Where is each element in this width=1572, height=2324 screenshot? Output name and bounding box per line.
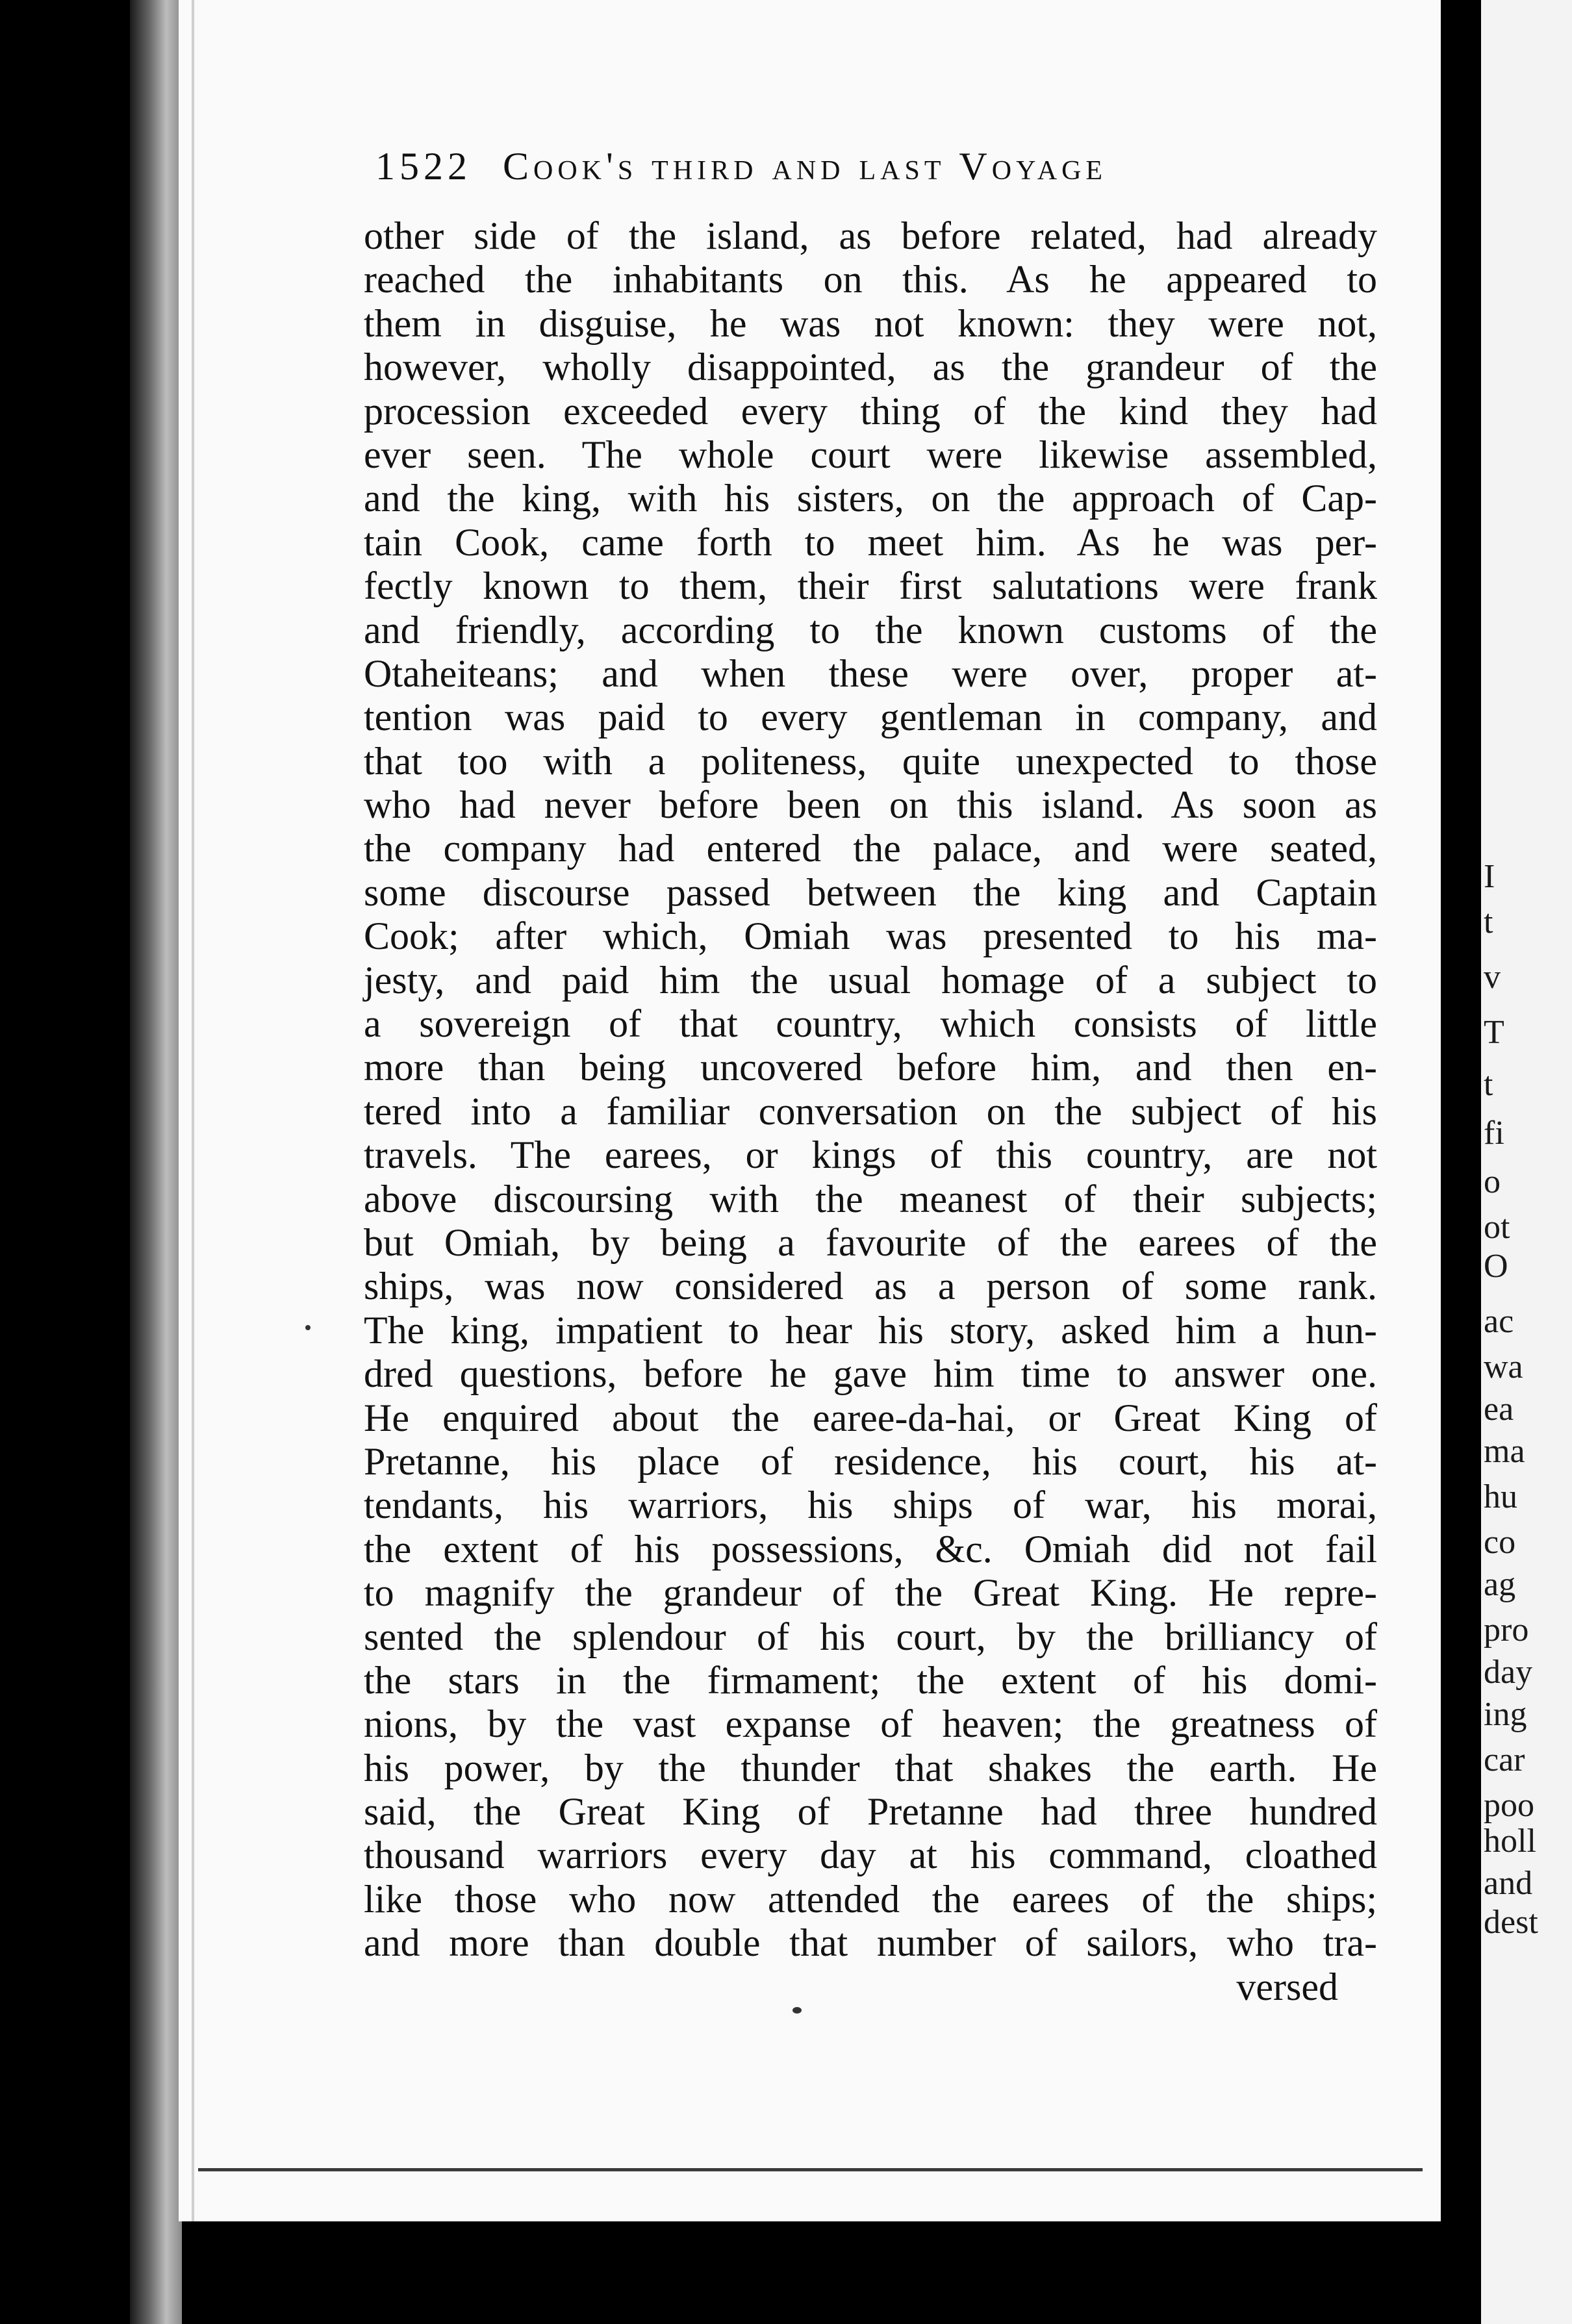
text-line: reached the inhabitants on this. As he appeared to (364, 258, 1377, 301)
text-line: a sovereign of that country, which consists of little (364, 1002, 1377, 1046)
text-line: tendants, his warriors, his ships of war, his morai, (364, 1484, 1377, 1527)
text-line: above discoursing with the meanest of their subjects; (364, 1177, 1377, 1220)
text-line: who had never before been on this island. As soon as (364, 783, 1377, 827)
text-line: however, wholly disappointed, as the grandeur of the (364, 346, 1377, 389)
text-line: other side of the island, as before related, had already (364, 214, 1377, 257)
text-line: to magnify the grandeur of the Great King. He repre- (364, 1571, 1377, 1615)
text-line: jesty, and paid him the usual homage of a subject to (364, 958, 1377, 1002)
text-line: procession exceeded every thing of the kind they had (364, 389, 1377, 433)
facing-page-fragment: holl (1484, 1823, 1536, 1860)
facing-page-fragment: ing (1484, 1696, 1527, 1733)
facing-page-fragment: day (1484, 1654, 1533, 1691)
text-line: fectly known to them, their first salutations were frank (364, 564, 1377, 608)
facing-page-fragment: poo (1484, 1787, 1534, 1824)
facing-page-fragment: car (1484, 1741, 1525, 1778)
text-line: dred questions, before he gave him time to answer one. (364, 1352, 1377, 1396)
text-line: but Omiah, by being a favourite of the earees of the (364, 1220, 1377, 1264)
running-header (375, 144, 1330, 189)
book-binding (130, 0, 182, 2324)
text-line: The king, impatient to hear his story, asked him a hun- (364, 1308, 1377, 1352)
text-line: and more than double that number of sailors, who tra- (364, 1921, 1377, 1965)
text-line: Otaheiteans; and when these were over, proper at- (364, 651, 1377, 695)
facing-page-fragment: fi (1484, 1115, 1504, 1152)
facing-page-fragment: ea (1484, 1391, 1514, 1428)
facing-page-fragment: co (1484, 1524, 1516, 1561)
text-line: thousand warriors every day at his command, cloathed (364, 1834, 1377, 1877)
ink-speck (305, 1325, 311, 1330)
text-line: tered into a familiar conversation on the subject of his (364, 1089, 1377, 1133)
body-text (364, 214, 1377, 2009)
facing-page-fragment: pro (1484, 1611, 1529, 1648)
text-line: nions, by the vast expanse of heaven; the greatness of (364, 1702, 1377, 1746)
facing-page-fragment: o (1484, 1163, 1501, 1200)
text-line: travels. The earees, or kings of this country, are not (364, 1133, 1377, 1177)
text-line: said, the Great King of Pretanne had three hundred (364, 1790, 1377, 1834)
facing-page-fragment: ag (1484, 1566, 1516, 1603)
text-line: the company had entered the palace, and were seated, (364, 827, 1377, 870)
facing-page-fragment: dest (1484, 1904, 1538, 1941)
facing-page-fragment: ot (1484, 1209, 1510, 1246)
facing-page-fragment: I (1484, 858, 1495, 895)
facing-page-fragment: v (1484, 959, 1501, 996)
text-line: ships, was now considered as a person of some rank. (364, 1265, 1377, 1308)
text-line: that too with a politeness, quite unexpected to those (364, 739, 1377, 783)
facing-page-fragment: O (1484, 1248, 1508, 1285)
facing-page-fragment: wa (1484, 1348, 1523, 1385)
text-line: tain Cook, came forth to meet him. As he was per- (364, 520, 1377, 564)
facing-page-fragment: ma (1484, 1433, 1525, 1470)
facing-page-fragment: t (1484, 1066, 1493, 1103)
text-line: tention was paid to every gentleman in company, and (364, 696, 1377, 739)
text-line: the stars in the firmament; the extent of his domi- (364, 1658, 1377, 1702)
text-line: some discourse passed between the king and Captain (364, 870, 1377, 914)
text-line: them in disguise, he was not known: they were not, (364, 301, 1377, 345)
text-line: sented the splendour of his court, by the brilliancy of (364, 1615, 1377, 1658)
facing-page-fragment: hu (1484, 1478, 1517, 1515)
text-line: Pretanne, his place of residence, his court, his at- (364, 1439, 1377, 1483)
facing-page-fragment: ac (1484, 1303, 1514, 1340)
page-inner-edge (192, 0, 194, 2221)
page-number: 1522 (375, 145, 472, 188)
text-line: like those who now attended the earees of the ships; (364, 1877, 1377, 1921)
text-line: Cook; after which, Omiah was presented to his ma- (364, 915, 1377, 958)
book-gutter (1441, 0, 1481, 2324)
text-line: He enquired about the earee-da-hai, or Great King of (364, 1396, 1377, 1439)
running-title: Cook's third and last Voyage (503, 145, 1108, 188)
page-bottom-edge (198, 2168, 1423, 2171)
text-line: the extent of his possessions, &c. Omiah did not fail (364, 1527, 1377, 1571)
facing-page-fragment: and (1484, 1865, 1533, 1902)
text-line: and the king, with his sisters, on the approach of Cap- (364, 477, 1377, 520)
facing-page-strip (1481, 0, 1572, 2324)
facing-page-fragment: T (1484, 1014, 1504, 1051)
text-line: and friendly, according to the known customs of the (364, 608, 1377, 651)
text-line: more than being uncovered before him, and then en- (364, 1046, 1377, 1089)
text-line: ever seen. The whole court were likewise assembled, (364, 433, 1377, 476)
text-line: his power, by the thunder that shakes the earth. He (364, 1746, 1377, 1789)
facing-page-fragment: t (1484, 903, 1493, 941)
catchword: versed (1236, 1965, 1338, 2008)
ink-speck (792, 2007, 802, 2014)
